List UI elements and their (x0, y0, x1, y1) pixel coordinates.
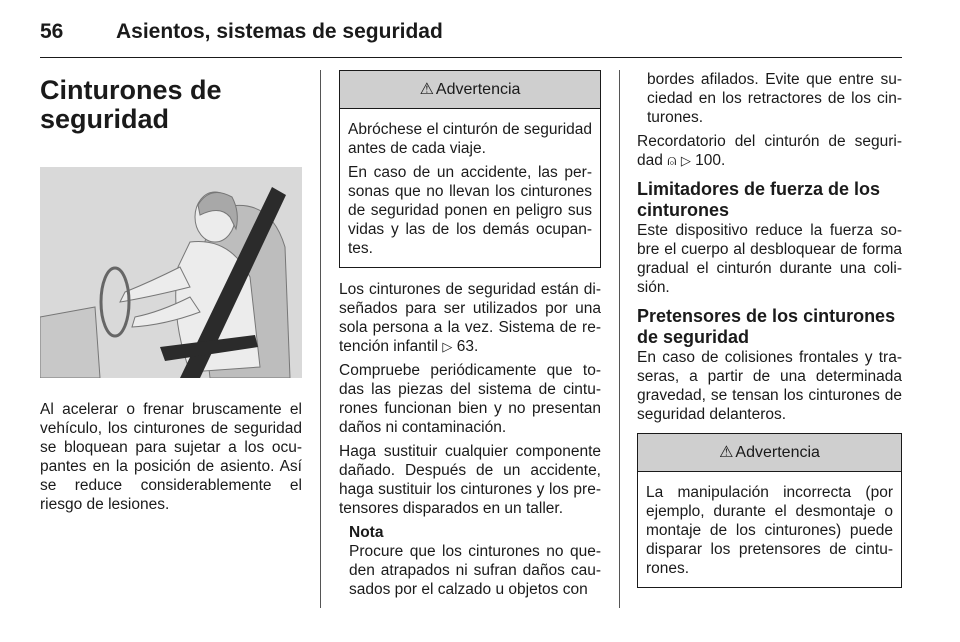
arrow-ref-icon: ▷ (442, 339, 453, 354)
seatbelt-person-icon: ⍝ (667, 152, 677, 169)
paragraph-replace: Haga sustituir cualquier componente dañado. Después de un accidente, haga sustituir los cinturones y los pretensores disparados en un taller. (339, 443, 601, 517)
warning-text-1: Abróchese el cinturón de seguridad antes de cada viaje. (348, 121, 592, 157)
column-divider-2 (619, 70, 620, 608)
pretensioners-text: En caso de colisiones frontales y traseras, a partir de una determinada gravedad, se tensan los cinturones de seguridad delanteros. (637, 349, 902, 423)
column-divider-1 (320, 70, 321, 608)
warning-triangle-icon: ⚠ (419, 81, 434, 98)
warning-text: La manipulación incorrecta (por ejemplo, durante el desmontaje o montaje de los cinturones) puede disparar los pretensores de cinturones. (646, 484, 893, 577)
section-title: Cinturones de seguridad (40, 75, 222, 134)
seatbelt-illustration (40, 167, 302, 378)
warning-body (638, 472, 901, 587)
column-2 (339, 70, 601, 604)
page-ref-link[interactable]: 63. (456, 338, 479, 355)
note-box (339, 523, 601, 599)
column-3 (637, 70, 902, 588)
intro-paragraph: Al acelerar o frenar bruscamente el vehículo, los cinturones de seguridad se bloquean para sujetar a los ocupantes en la posición de asiento. Así se reduce considerablemente el riesgo de lesiones. (40, 401, 302, 513)
paragraph-check: Compruebe periódicamente que todas las piezas del sistema de cinturones funcionan bien y no presentan daños ni contaminación. (339, 362, 601, 436)
heading-force-limiters: Limitadores de fuerza de los cinturones (637, 179, 881, 220)
column-2-body (339, 280, 601, 599)
paragraph-single-use: Los cinturones de seguridad están diseñados para ser utilizados por una sola persona a la vez. Sistema de retención infantil ▷ 63. (339, 281, 601, 355)
page-number: 56 (40, 20, 64, 43)
warning-box-1 (339, 70, 601, 268)
note-text: Procure que los cinturones no queden atrapados ni sufran daños causados por el calzado u objetos con (349, 543, 601, 598)
warning-box-2 (637, 433, 902, 588)
heading-pretensioners: Pretensores de los cinturones de seguridad (637, 306, 896, 347)
warning-triangle-icon: ⚠ (719, 444, 734, 461)
warning-body (340, 109, 600, 267)
page-ref-link[interactable]: 100. (695, 152, 726, 169)
note-label: Nota (349, 524, 384, 541)
warning-header: ⚠ Advertencia (638, 434, 901, 472)
note-continuation: bordes afilados. Evite que entre suciedad en los retractores de los cinturones. (647, 71, 902, 126)
warning-text-2: En caso de un accidente, las personas que no llevan los cinturones de seguridad ponen en peligro sus vidas y las de los demás ocupantes. (348, 164, 592, 257)
page-header (40, 18, 902, 58)
column-1 (40, 70, 302, 519)
arrow-ref-icon: ▷ (680, 153, 691, 168)
force-limiters-text: Este dispositivo reduce la fuerza sobre el cuerpo al desbloquear de forma gradual el cinturón durante una colisión. (637, 222, 902, 296)
warning-header: ⚠ Advertencia (340, 71, 600, 109)
reminder-paragraph: Recordatorio del cinturón de seguridad ⍝ ▷ 100. (637, 133, 902, 169)
chapter-title: Asientos, sistemas de seguridad (116, 20, 443, 43)
